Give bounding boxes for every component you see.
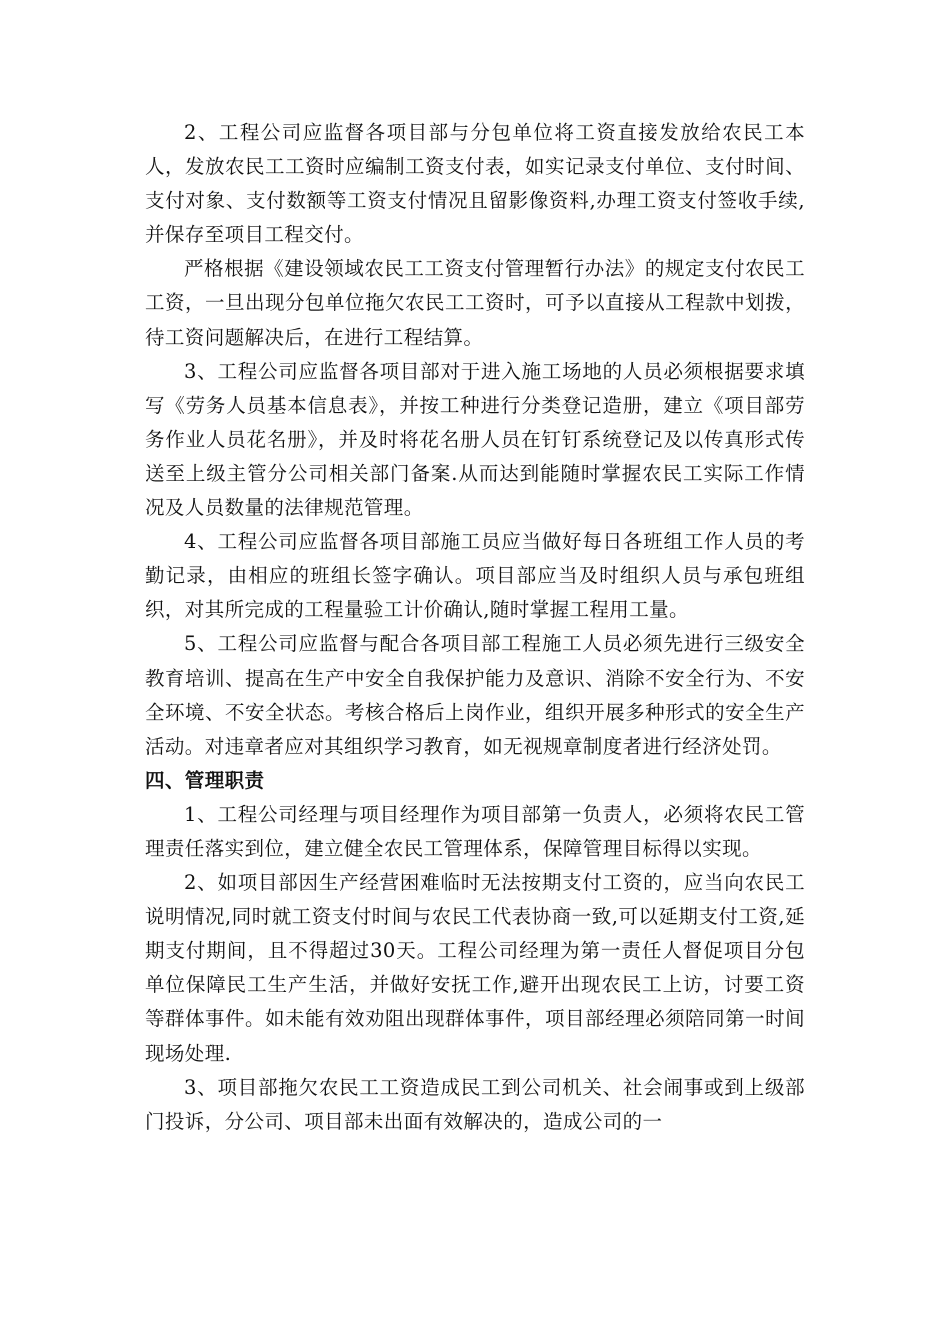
paragraph-attendance: 4、工程公司应监督各项目部施工员应当做好每日各班组工作人员的考勤记录，由相应的班组长签字确认。项目部应当及时组织人员与承包班组织，对其所完成的工程量验工计价确认,随时掌握工程用工量。 xyxy=(145,530,805,622)
paragraph-responsibility: 1、工程公司经理与项目经理作为项目部第一负责人，必须将农民工管理责任落实到位，建立健全农民工管理体系，保障管理目标得以实现。 xyxy=(145,802,805,860)
paragraph-safety-training: 5、工程公司应监督与配合各项目部工程施工人员必须先进行三级安全教育培训、提高在生产中安全自我保护能力及意识、消除不安全行为、不安全环境、不安全状态。考核合格后上岗作业，组织开展多种形式的安全生产活动。对违章者应对其组织学习教育，如无视规章制度者进行经济处罚。 xyxy=(145,632,805,758)
paragraph-registration: 3、工程公司应监督各项目部对于进入施工场地的人员必须根据要求填写《劳务人员基本信息表》，并按工种进行分类登记造册，建立《项目部劳务作业人员花名册》，并及时将花名册人员在钉钉系统登记及以传真形式传送至上级主管分公司相关部门备案.从而达到能随时掌握农民工实际工作情况及人员数量的法律规范管理。 xyxy=(145,359,805,520)
paragraph-wage-payment: 2、工程公司应监督各项目部与分包单位将工资直接发放给农民工本人，发放农民工工资时应编制工资支付表，如实记录支付单位、支付时间、支付对象、支付数额等工资支付情况且留影像资料,办理工资支付签收手续,并保存至项目工程交付。 xyxy=(145,121,805,247)
paragraph-wage-regulation: 严格根据《建设领域农民工工资支付管理暂行办法》的规定支付农民工工资，一旦出现分包单位拖欠农民工工资时，可予以直接从工程款中划拨，待工资问题解决后，在进行工程结算。 xyxy=(145,257,805,349)
document-body xyxy=(145,116,805,1139)
section-heading: 四、管理职责 xyxy=(145,768,265,792)
paragraph-delayed-payment: 2、如项目部因生产经营困难临时无法按期支付工资的，应当向农民工说明情况,同时就工资支付时间与农民工代表协商一致,可以延期支付工资,延期支付期间，且不得超过30天。工程公司经理为第一责任人督促项目分包单位保障民工生产生活，并做好安抚工作,避开出现农民工上访，讨要工资等群体事件。如未能有效劝阻出现群体事件，项目部经理必须陪同第一时间现场处理. xyxy=(145,871,805,1065)
paragraph-arrears-complaint: 3、项目部拖欠农民工工资造成民工到公司机关、社会闹事或到上级部门投诉，分公司、项目部未出面有效解决的，造成公司的一 xyxy=(145,1075,805,1133)
